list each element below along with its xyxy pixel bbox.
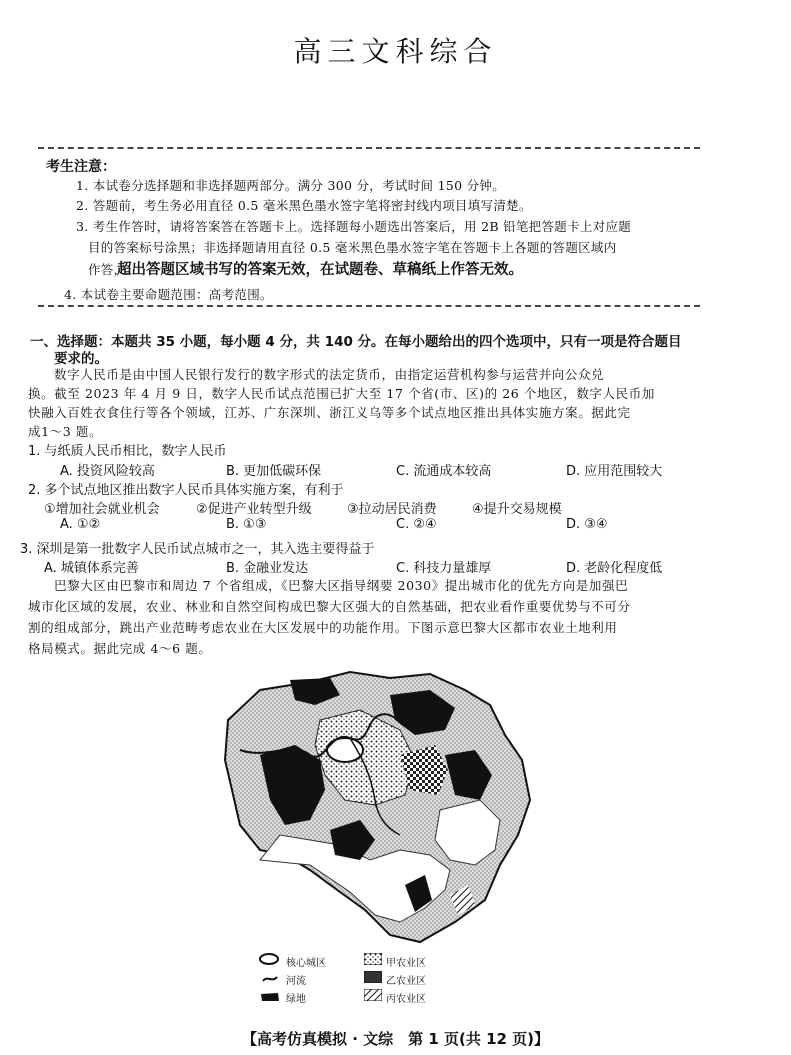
legend-core-icon [258, 952, 280, 966]
notice-heading: 考生注意： [46, 159, 116, 175]
q3-option-b: B. 金融业发达 [226, 561, 309, 576]
legend-green-label: 绿地 [286, 994, 306, 1005]
legend-river-label: 河流 [286, 976, 306, 987]
q3-option-a: A. 城镇体系完善 [44, 561, 139, 576]
q1-stem: 1. 与纸质人民币相比，数字人民币 [28, 444, 227, 459]
passage2-line-4: 格局模式。据此完成 4～6 题。 [28, 641, 212, 656]
q1-option-d: D. 应用范围较大 [566, 464, 663, 479]
notice-emphasis: 超出答题区域书写的答案无效，在试题卷、草稿纸上作答无效。 [117, 262, 523, 278]
legend-zone-b-label: 乙农业区 [386, 976, 426, 987]
notice-item-1: 1. 本试卷分选择题和非选择题两部分。满分 300 分，考试时间 150 分钟。 [76, 178, 506, 193]
legend-zone-a-icon [364, 953, 382, 965]
passage1-line-4: 成1～3 题。 [28, 424, 103, 439]
notice-item-4: 4. 本试卷主要命题范围：高考范围。 [64, 287, 273, 302]
legend-river-icon [262, 975, 278, 983]
q3-stem: 3. 深圳是第一批数字人民币试点城市之一，其入选主要得益于 [20, 542, 375, 557]
q2-option-c: C. ②④ [396, 517, 437, 532]
q3-option-d: D. 老龄化程度低 [566, 561, 663, 576]
legend-core-label: 核心城区 [286, 958, 326, 969]
notice-item-3: 3. 考生作答时，请将答案答在答题卡上。选择题每小题选出答案后，用 2B 铅笔把答题卡上对应题 [76, 219, 632, 234]
section-heading: 一、选择题：本题共 35 小题，每小题 4 分，共 140 分。在每小题给出的四个选项中，只有一项是符合题目 [30, 334, 682, 350]
q3-option-c: C. 科技力量雄厚 [396, 561, 492, 576]
q2-choice-1: ①增加社会就业机会 [44, 502, 160, 517]
notice-item-3-cont: 目的答案标号涂黑；非选择题请用直径 0.5 毫米黑色墨水签字笔在答题卡上各题的答题区域内 [88, 240, 617, 255]
notice-item-3-tail: 作答， [88, 262, 127, 277]
top-divider [38, 147, 700, 149]
passage2-line-3: 割的组成部分，跳出产业范畴考虑农业在大区发展中的功能作用。下图示意巴黎大区都市农业土地利用 [28, 620, 618, 635]
q2-option-a: A. ①② [60, 517, 101, 532]
passage2-line-1: 巴黎大区由巴黎市和周边 7 个省组成，《巴黎大区指导纲要 2030》提出城市化的优先方向是加强巴 [54, 578, 629, 593]
passage1-line-1: 数字人民币是由中国人民银行发行的数字形式的法定货币，由指定运营机构参与运营并向公众兑 [54, 367, 605, 382]
q2-choice-3: ③拉动居民消费 [347, 502, 437, 517]
q2-choice-4: ④提升交易规模 [472, 502, 562, 517]
passage1-line-2: 换。截至 2023 年 4 月 9 日，数字人民币试点范围已扩大至 17 个省(市、区)的 26 个地区，数字人民币加 [28, 386, 655, 401]
section-heading-cont: 要求的。 [54, 351, 108, 367]
passage1-line-3: 快融入百姓衣食住行等各个领域，江苏、广东深圳、浙江义乌等多个试点地区推出具体实施方案。据此完 [28, 405, 631, 420]
legend-zone-c-label: 丙农业区 [386, 994, 426, 1005]
q1-option-c: C. 流通成本较高 [396, 464, 492, 479]
page-footer: 【高考仿真模拟 · 文综 第 1 页(共 12 页)】 [241, 1030, 550, 1048]
q2-choice-2: ②促进产业转型升级 [196, 502, 312, 517]
paris-region-map [200, 660, 540, 950]
q2-option-d: D. ③④ [566, 517, 608, 532]
q1-option-b: B. 更加低碳环保 [226, 464, 322, 479]
legend-zone-b-icon [364, 971, 382, 983]
notice-item-2: 2. 答题前，考生务必用直径 0.5 毫米黑色墨水签字笔将密封线内项目填写清楚。 [76, 198, 532, 213]
passage2-line-2: 城市化区域的发展，农业、林业和自然空间构成巴黎大区强大的自然基础，把农业看作重要优势与不可分 [28, 599, 631, 614]
legend-green-icon [260, 992, 280, 1002]
page-title: 高三文科综合 [293, 35, 498, 68]
q1-option-a: A. 投资风险较高 [60, 464, 155, 479]
q2-stem: 2. 多个试点地区推出数字人民币具体实施方案，有利于 [28, 483, 344, 498]
legend-zone-a-label: 甲农业区 [386, 958, 426, 969]
q2-option-b: B. ①③ [226, 517, 267, 532]
legend-zone-c-icon [364, 989, 382, 1001]
bottom-divider [38, 305, 700, 307]
